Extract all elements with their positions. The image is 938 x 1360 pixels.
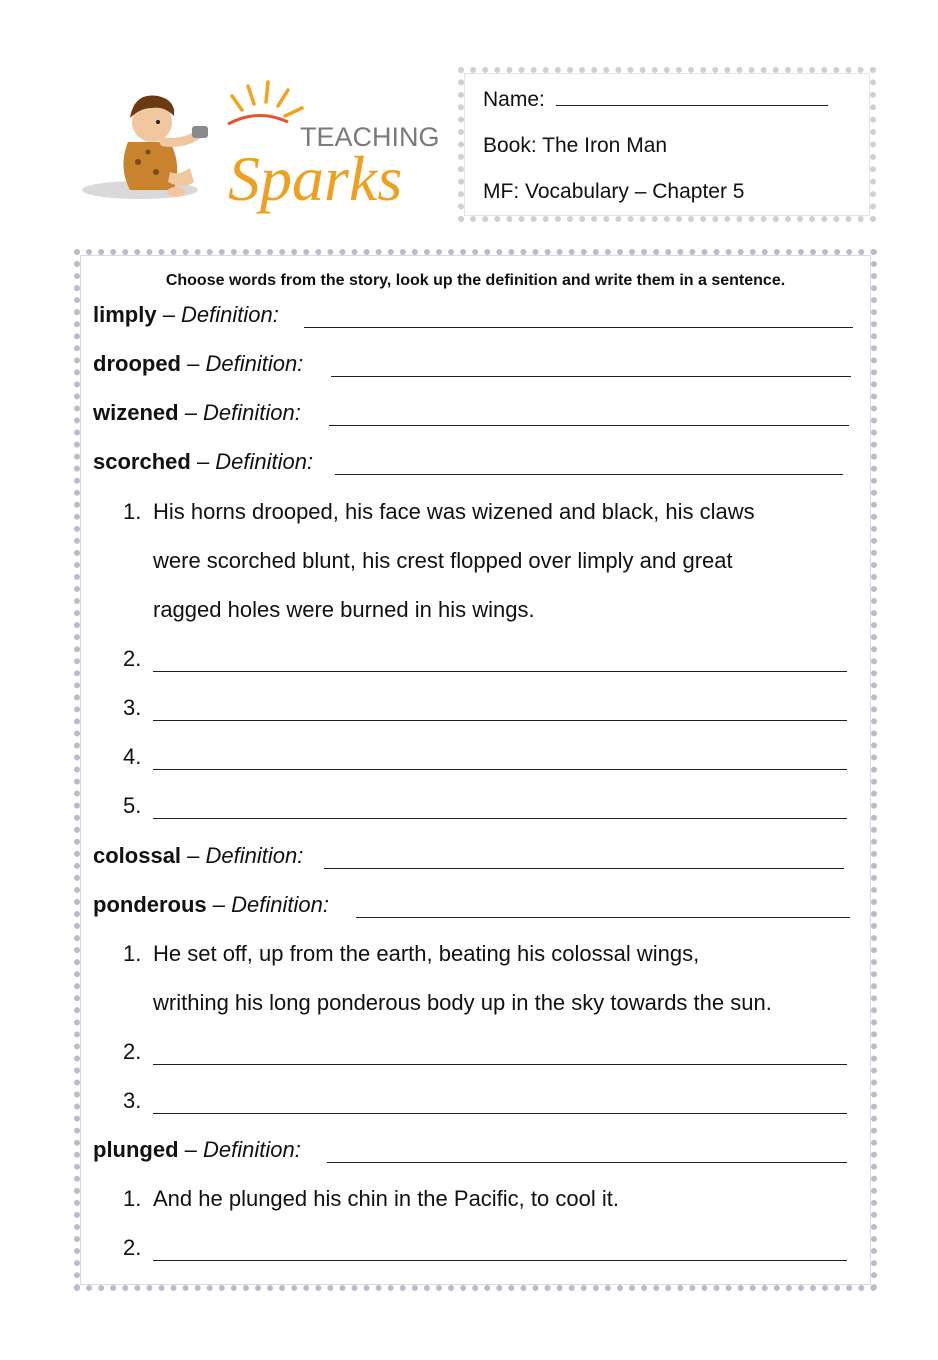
blank-sentence-row [93,693,863,727]
word-separator: – [181,351,206,376]
list-number: 4. [123,744,142,769]
name-blank[interactable] [556,104,828,106]
definition-label: Definition: [203,1137,301,1162]
word-separator: – [206,892,232,917]
sentence-row [93,497,863,531]
book-label: Book: The Iron Man [483,134,668,157]
sentence-blank[interactable] [153,1259,847,1261]
definition-blank[interactable] [327,1161,847,1163]
word-term: ponderous [93,892,207,917]
word-term: colossal [93,843,182,868]
list-number: 2. [123,1235,142,1260]
list-number: 3. [123,695,142,720]
blank-sentence-row [93,1233,863,1267]
sentence-row [93,988,863,1022]
word-separator: – [156,302,182,327]
example-sentence: And he plunged his chin in the Pacific, to cool it. [153,1186,619,1211]
word-row-scorched [93,447,863,481]
definition-label: Definition: [181,302,279,327]
word-row-plunged [93,1135,863,1169]
word-term: drooped [93,351,181,376]
definition-blank[interactable] [356,916,850,918]
list-number: 5. [123,793,142,818]
definition-blank[interactable] [324,867,844,869]
definition-label: Definition: [215,449,314,474]
list-number: 3. [123,1088,142,1113]
worksheet-panel [74,249,877,1291]
example-sentence: writhing his long ponderous body up in the sky towards the sun. [153,990,772,1015]
example-sentence: ragged holes were burned in his wings. [153,597,535,622]
word-separator: – [190,449,216,474]
word-term: plunged [93,1137,179,1162]
definition-blank[interactable] [335,473,843,475]
definition-label: Definition: [231,892,329,917]
sentence-blank[interactable] [153,1112,847,1114]
mf-label: MF: Vocabulary – Chapter 5 [483,180,745,203]
word-row-wizened [93,398,863,432]
word-row-colossal [93,841,863,875]
example-sentence: He set off, up from the earth, beating his colossal wings, [153,941,700,966]
sentence-blank[interactable] [153,719,847,721]
word-separator: – [181,843,206,868]
sentence-blank[interactable] [153,1063,847,1065]
sentence-row [93,1184,863,1218]
list-number: 1. [123,1186,142,1211]
instructions: Choose words from the story, look up the definition and write them in a sentence. [165,272,786,289]
sentence-row [93,595,863,629]
word-row-drooped [93,349,863,383]
logo-illustration [78,72,450,222]
sentence-row [93,546,863,580]
word-row-ponderous [93,890,863,924]
definition-blank[interactable] [329,424,849,426]
blank-sentence-row [93,1086,863,1120]
student-info-box [458,67,876,222]
sentence-blank[interactable] [153,768,847,770]
definition-blank[interactable] [304,326,853,328]
logo-teaching-text: TEACHING [300,122,440,152]
logo-sparks-text: Sparks [228,143,403,214]
word-term: scorched [93,449,191,474]
blank-sentence-row [93,1037,863,1071]
blank-sentence-row [93,742,863,776]
word-row-limply [93,300,863,334]
example-sentence: His horns drooped, his face was wizened and black, his claws [153,499,755,524]
word-separator: – [178,400,204,425]
word-separator: – [178,1137,204,1162]
blank-sentence-row [93,644,863,678]
sentence-row [93,939,863,973]
list-number: 2. [123,646,142,671]
example-sentence: were scorched blunt, his crest flopped over limply and great [153,548,733,573]
name-label: Name: [483,88,545,111]
sentence-blank[interactable] [153,670,847,672]
list-number: 1. [123,941,142,966]
teaching-sparks-logo [78,72,450,222]
definition-label: Definition: [205,351,304,376]
word-term: limply [93,302,157,327]
word-term: wizened [93,400,179,425]
definition-label: Definition: [205,843,304,868]
blank-sentence-row [93,791,863,825]
list-number: 2. [123,1039,142,1064]
definition-blank[interactable] [331,375,851,377]
list-number: 1. [123,499,142,524]
sentence-blank[interactable] [153,817,847,819]
definition-label: Definition: [203,400,301,425]
